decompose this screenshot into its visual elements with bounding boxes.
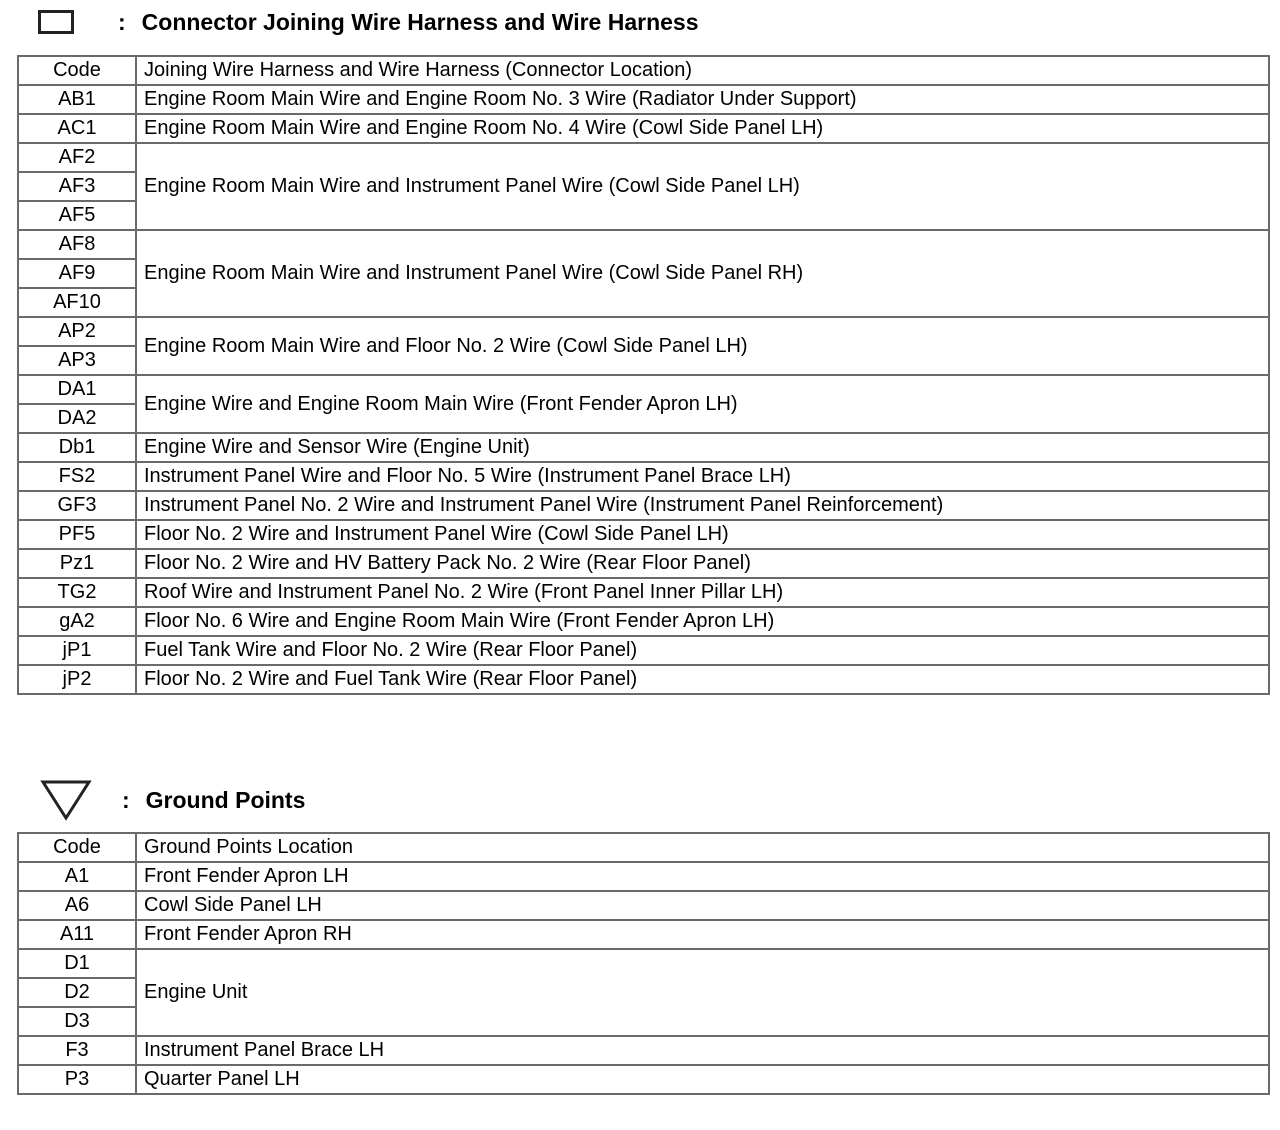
location-cell: Roof Wire and Instrument Panel No. 2 Wire (Front Panel Inner Pillar LH) <box>136 578 1269 607</box>
location-cell: Fuel Tank Wire and Floor No. 2 Wire (Rear Floor Panel) <box>136 636 1269 665</box>
code-cell: GF3 <box>18 491 136 520</box>
location-cell: Floor No. 2 Wire and Instrument Panel Wire (Cowl Side Panel LH) <box>136 520 1269 549</box>
code-cell: AF10 <box>18 288 136 317</box>
ground-header-row <box>18 833 1269 862</box>
location-cell: Engine Wire and Sensor Wire (Engine Unit) <box>136 433 1269 462</box>
code-cell: AF3 <box>18 172 136 201</box>
location-cell: Instrument Panel No. 2 Wire and Instrument Panel Wire (Instrument Panel Reinforcement) <box>136 491 1269 520</box>
code-cell: PF5 <box>18 520 136 549</box>
ground-header-code: Code <box>18 833 136 862</box>
ground-title-text: Ground Points <box>145 786 306 813</box>
code-cell: Db1 <box>18 433 136 462</box>
table-row <box>18 433 1269 462</box>
table-row <box>18 891 1269 920</box>
table-row <box>18 920 1269 949</box>
connector-header-code: Code <box>18 56 136 85</box>
table-row <box>18 1036 1269 1065</box>
location-cell: Cowl Side Panel LH <box>136 891 1269 920</box>
code-cell: FS2 <box>18 462 136 491</box>
location-cell: Engine Room Main Wire and Instrument Panel Wire (Cowl Side Panel LH) <box>136 143 1269 230</box>
square-box-icon <box>38 10 74 34</box>
location-cell: Quarter Panel LH <box>136 1065 1269 1094</box>
table-row <box>18 549 1269 578</box>
code-cell: AF5 <box>18 201 136 230</box>
connector-title-text: Connector Joining Wire Harness and Wire Harness <box>141 8 699 35</box>
table-row <box>18 1065 1269 1094</box>
code-cell: gA2 <box>18 607 136 636</box>
code-cell: P3 <box>18 1065 136 1094</box>
table-row <box>18 578 1269 607</box>
code-cell: TG2 <box>18 578 136 607</box>
down-triangle-icon <box>40 778 92 822</box>
location-cell: Front Fender Apron RH <box>136 920 1269 949</box>
location-cell: Instrument Panel Brace LH <box>136 1036 1269 1065</box>
code-cell: DA1 <box>18 375 136 404</box>
location-cell: Engine Room Main Wire and Engine Room No. 3 Wire (Radiator Under Support) <box>136 85 1269 114</box>
code-cell: AF2 <box>18 143 136 172</box>
table-row <box>18 607 1269 636</box>
table-row <box>18 665 1269 694</box>
table-row <box>18 462 1269 491</box>
code-cell: AF8 <box>18 230 136 259</box>
location-cell: Engine Wire and Engine Room Main Wire (Front Fender Apron LH) <box>136 375 1269 433</box>
location-cell: Instrument Panel Wire and Floor No. 5 Wire (Instrument Panel Brace LH) <box>136 462 1269 491</box>
connector-header-row <box>18 56 1269 85</box>
table-row <box>18 85 1269 114</box>
ground-header-location: Ground Points Location <box>136 833 1269 862</box>
table-row <box>18 862 1269 891</box>
connector-section-title <box>38 6 699 38</box>
code-cell: A6 <box>18 891 136 920</box>
code-cell: DA2 <box>18 404 136 433</box>
table-row <box>18 317 1269 346</box>
table-row <box>18 230 1269 259</box>
table-row <box>18 375 1269 404</box>
code-cell: AB1 <box>18 85 136 114</box>
location-cell: Floor No. 2 Wire and Fuel Tank Wire (Rear Floor Panel) <box>136 665 1269 694</box>
code-cell: D2 <box>18 978 136 1007</box>
code-cell: jP1 <box>18 636 136 665</box>
table-row <box>18 949 1269 978</box>
ground-title-colon: : <box>122 786 130 813</box>
location-cell: Floor No. 2 Wire and HV Battery Pack No. 2 Wire (Rear Floor Panel) <box>136 549 1269 578</box>
connector-title-colon: : <box>118 8 126 35</box>
ground-section-title <box>40 778 305 822</box>
location-cell: Engine Room Main Wire and Engine Room No. 4 Wire (Cowl Side Panel LH) <box>136 114 1269 143</box>
code-cell: jP2 <box>18 665 136 694</box>
code-cell: AF9 <box>18 259 136 288</box>
table-row <box>18 114 1269 143</box>
ground-table <box>17 832 1270 1095</box>
code-cell: AP3 <box>18 346 136 375</box>
table-row <box>18 636 1269 665</box>
table-row <box>18 520 1269 549</box>
code-cell: AC1 <box>18 114 136 143</box>
connector-table <box>17 55 1270 695</box>
location-cell: Engine Unit <box>136 949 1269 1036</box>
connector-table-body <box>18 56 1269 694</box>
ground-table-body <box>18 833 1269 1094</box>
code-cell: A1 <box>18 862 136 891</box>
table-row <box>18 491 1269 520</box>
location-cell: Front Fender Apron LH <box>136 862 1269 891</box>
location-cell: Engine Room Main Wire and Floor No. 2 Wire (Cowl Side Panel LH) <box>136 317 1269 375</box>
code-cell: A11 <box>18 920 136 949</box>
connector-header-location: Joining Wire Harness and Wire Harness (Connector Location) <box>136 56 1269 85</box>
code-cell: D1 <box>18 949 136 978</box>
code-cell: F3 <box>18 1036 136 1065</box>
location-cell: Floor No. 6 Wire and Engine Room Main Wire (Front Fender Apron LH) <box>136 607 1269 636</box>
code-cell: D3 <box>18 1007 136 1036</box>
code-cell: AP2 <box>18 317 136 346</box>
table-row <box>18 143 1269 172</box>
code-cell: Pz1 <box>18 549 136 578</box>
location-cell: Engine Room Main Wire and Instrument Panel Wire (Cowl Side Panel RH) <box>136 230 1269 317</box>
